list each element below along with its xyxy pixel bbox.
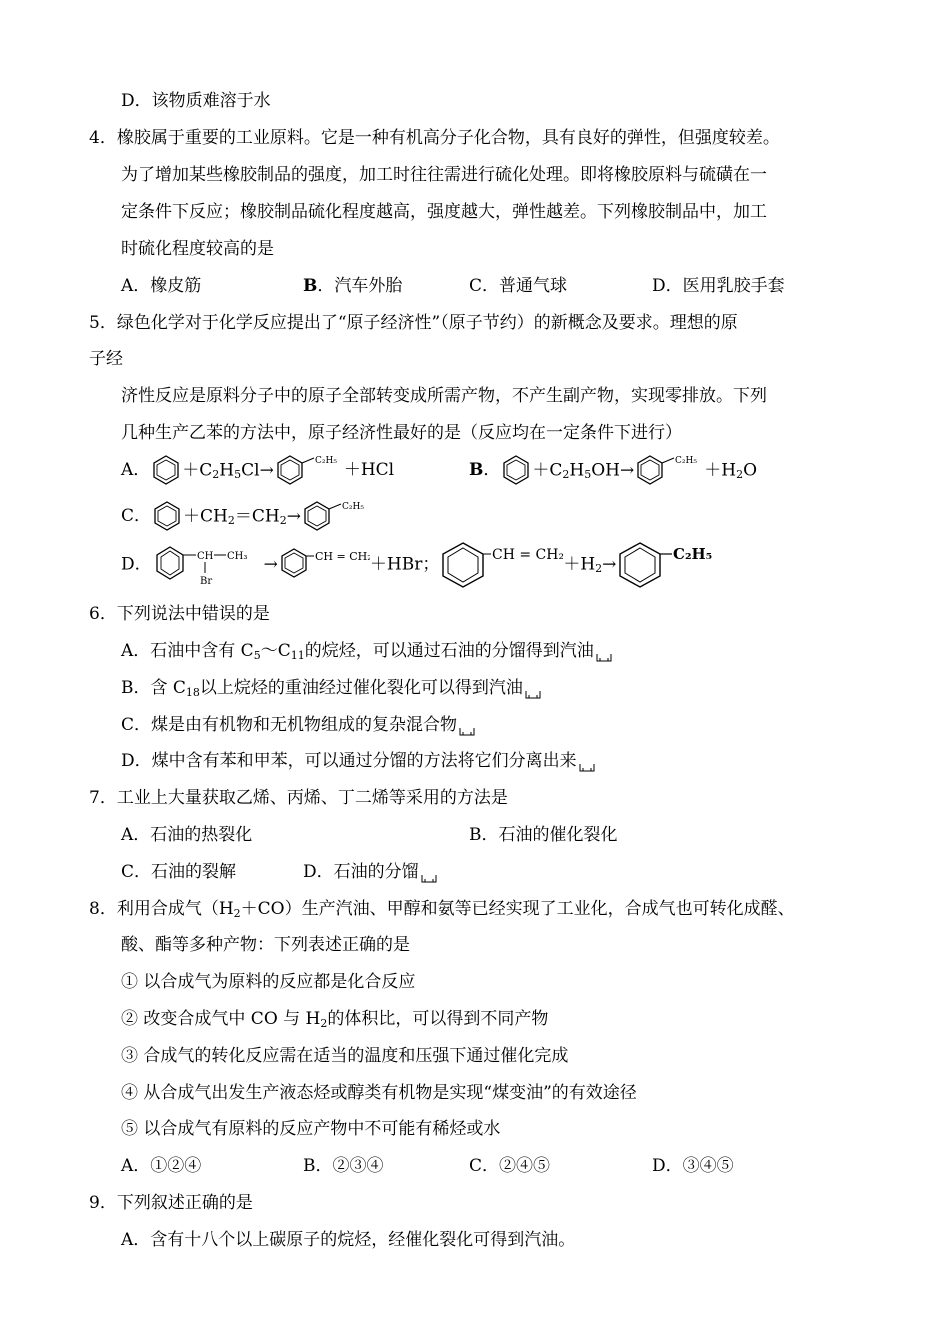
paragraph-mark-icon — [421, 873, 437, 883]
q9-option-a: A．含有十八个以上碳原子的烷烃，经催化裂化可得到汽油。 — [121, 1230, 576, 1250]
q5-a-byproduct: ＋HCl — [343, 460, 395, 480]
paragraph-mark-icon — [459, 726, 475, 736]
q6-option-c: C．煤是由有机物和无机物组成的复杂混合物 — [121, 714, 475, 736]
styrene-structure-large-icon — [439, 539, 563, 591]
svg-text:CH = CH₂: CH = CH₂ — [492, 546, 564, 563]
q3-option-d: D．该物质难溶于水 — [121, 91, 271, 111]
q9-stem: 9．下列叙述正确的是 — [89, 1193, 253, 1213]
q5-d-reagent: $+H_2\to$ — [563, 554, 617, 576]
q7-option-d: D．石油的分馏 — [303, 861, 437, 883]
q5-stem-line-1: 5．绿色化学对于化学反应提出了“原子经济性”（原子节约）的新概念及要求。理想的原 — [89, 313, 738, 333]
q6-option-b: B．含 $C_{18}$以上烷烃的重油经过催化裂化可以得到汽油 — [121, 677, 541, 699]
ethylbenzene-structure-icon — [274, 453, 344, 487]
q4-option-a: A．橡皮筋 — [121, 276, 202, 296]
q4-option-c: C．普通气球 — [469, 276, 568, 296]
q6-stem: 6．下列说法中错误的是 — [89, 604, 270, 624]
q6-option-d: D．煤中含有苯和甲苯，可以通过分馏的方法将它们分离出来 — [121, 750, 595, 772]
svg-text:CH: CH — [196, 550, 214, 562]
q5-c-reagent: $+CH_2=CH_2\to$ — [183, 506, 301, 527]
svg-text:C₂H₅: C₂H₅ — [675, 456, 698, 466]
q4-option-b-letter: B — [303, 276, 318, 296]
q8-stem-line-1: 8．利用合成气$(H_2+CO)$生产汽油、甲醇和氨等已经实现了工业化，合成气也可转化成醛、 — [89, 899, 795, 920]
ethylbenzene-structure-large-icon — [616, 539, 716, 591]
paragraph-mark-icon — [525, 689, 541, 699]
q7-option-c: C．石油的裂解 — [121, 862, 237, 882]
ethylbenzene-structure-icon — [301, 499, 371, 533]
q4-option-b-text: ．汽车外胎 — [317, 276, 403, 296]
q5-option-a — [121, 453, 394, 487]
q7-stem: 7．工业上大量获取乙烯、丙烯、丁二烯等采用的方法是 — [89, 788, 508, 808]
q8-option-a: A．①②④ — [121, 1156, 202, 1176]
bromoethylbenzene-structure-icon — [152, 539, 264, 591]
styrene-structure-icon — [278, 539, 370, 591]
q5-option-c — [121, 499, 371, 533]
q8-stem-line-2: 酸、酯等多种产物：下列表述正确的是 — [121, 935, 410, 955]
svg-text:C₂H₅: C₂H₅ — [341, 502, 364, 512]
q5-b-byproduct: $+H_2O$ — [704, 460, 757, 481]
q4-stem-line-2: 为了增加某些橡胶制品的强度，加工时往往需进行硫化处理。即将橡胶原料与硫磺在一 — [121, 165, 767, 185]
q5-stem-line-2: 子经 — [89, 349, 123, 369]
q8-statement-2: ② 改变合成气中 CO 与 $H_2$的体积比，可以得到不同产物 — [121, 1009, 549, 1030]
q8-option-b: B．②③④ — [303, 1156, 384, 1176]
benzene-ring-icon — [500, 453, 532, 487]
q8-statement-4: ④ 从合成气出发生产液态烃或醇类有机物是实现“煤变油”的有效途径 — [121, 1083, 637, 1103]
q5-option-b: B． $+C_2H_5OH\to$ C₂H₅ $+H_2O$ — [469, 453, 757, 487]
svg-text:C₂H₅: C₂H₅ — [673, 544, 713, 563]
q8-statement-3: ③ 合成气的转化反应需在适当的温度和压强下通过催化完成 — [121, 1046, 569, 1066]
q4-stem-line-1: 4．橡胶属于重要的工业原料。它是一种有机高分子化合物，具有良好的弹性，但强度较差。 — [89, 128, 780, 148]
q7-option-a: A．石油的热裂化 — [121, 825, 253, 845]
q5-option-d — [121, 538, 716, 590]
q5-a-reagent: $+C_2H_5Cl\to$ — [182, 460, 274, 481]
q5-option-a-label: A． — [121, 460, 151, 480]
q7-option-b: B．石油的催化裂化 — [469, 825, 618, 845]
paragraph-mark-icon — [579, 762, 595, 772]
q5-option-c-label: C． — [121, 506, 152, 526]
svg-text:CH = CH₂: CH = CH₂ — [314, 549, 370, 563]
benzene-ring-icon — [151, 499, 183, 533]
q5-option-b-label: B — [469, 460, 484, 480]
q6-option-a: A．石油中含有 $C_5\sim C_{11}$的烷烃，可以通过石油的分馏得到汽油 — [121, 640, 612, 662]
q4-stem-line-4: 时硫化程度较高的是 — [121, 239, 274, 259]
q4-option-b — [303, 275, 402, 297]
q5-option-d-label: D． — [121, 554, 152, 575]
q8-statement-1: ① 以合成气为原料的反应都是化合反应 — [121, 972, 416, 992]
q5-stem-line-4: 几种生产乙苯的方法中，原子经济性最好的是（反应均在一定条件下进行） — [121, 423, 682, 443]
q5-b-reagent: $+C_2H_5OH\to$ — [532, 460, 635, 481]
paragraph-mark-icon — [596, 652, 612, 662]
q8-option-c: C．②④⑤ — [469, 1156, 551, 1176]
q5-d-arrow-1: → — [263, 554, 278, 575]
q5-d-byproduct: ＋HBr； — [369, 554, 440, 575]
q5-stem-line-3: 济性反应是原料分子中的原子全部转变成所需产物，不产生副产物，实现零排放。下列 — [121, 386, 767, 406]
svg-text:CH₃: CH₃ — [226, 550, 248, 562]
q8-statement-5: ⑤ 以合成气有原料的反应产物中不可能有稀烃或水 — [121, 1119, 501, 1139]
svg-text:C₂H₅: C₂H₅ — [314, 456, 337, 466]
q8-option-d: D．③④⑤ — [652, 1156, 734, 1176]
q4-option-d: D．医用乳胶手套 — [652, 276, 785, 296]
benzene-ring-icon — [150, 453, 182, 487]
svg-text:Br: Br — [199, 575, 212, 587]
ethylbenzene-structure-icon — [634, 453, 704, 487]
q4-stem-line-3: 定条件下反应；橡胶制品硫化程度越高，强度越大，弹性越差。下列橡胶制品中，加工 — [121, 202, 767, 222]
